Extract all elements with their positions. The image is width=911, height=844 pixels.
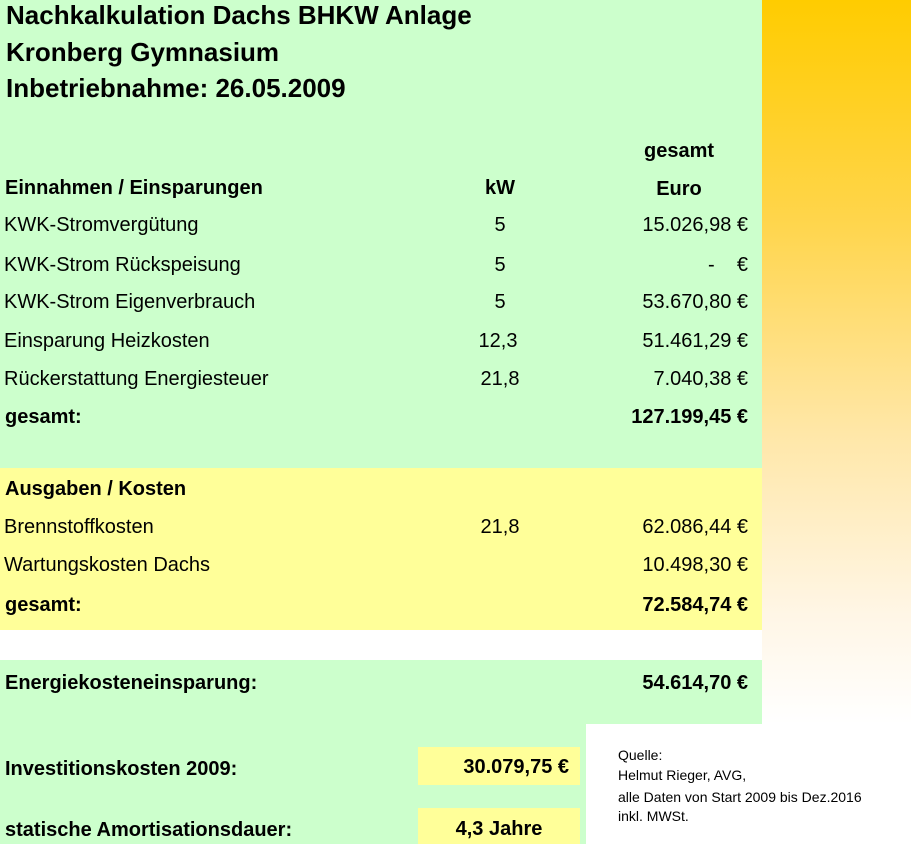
source-note-line-2: Helmut Rieger, AVG, [618, 767, 747, 783]
income-row-kw: 12,3 [478, 330, 518, 352]
page-title-line-1: Nachkalkulation Dachs BHKW Anlage [6, 0, 472, 30]
cost-row-label: Brennstoffkosten [4, 516, 154, 538]
income-row-label: Rückerstattung Energiesteuer [4, 368, 269, 390]
savings-value: 54.614,70 € [642, 672, 748, 694]
page-title-line-2: Kronberg Gymnasium [6, 37, 280, 67]
source-note-line-3: alle Daten von Start 2009 bis Dez.2016 [618, 789, 862, 805]
income-row-kw: 5 [494, 254, 506, 276]
cost-row-euro: 62.086,44 € [642, 516, 748, 538]
costs-total-value: 72.584,74 € [642, 594, 748, 616]
income-row-euro: - € [707, 254, 748, 276]
income-row-label: KWK-Strom Eigenverbrauch [4, 291, 256, 313]
source-note-line-4: inkl. MWSt. [618, 808, 689, 824]
decorative-gradient-bar [762, 0, 911, 724]
savings-label: Energiekosteneinsparung: [5, 672, 258, 694]
amortization-label: statische Amortisationsdauer: [5, 819, 293, 841]
section-heading-income: Einnahmen / Einsparungen [5, 177, 263, 199]
income-row-kw: 5 [494, 291, 506, 313]
income-row-euro: 15.026,98 € [642, 214, 748, 236]
income-row-euro: 7.040,38 € [653, 368, 748, 390]
income-row-kw: 5 [494, 214, 506, 236]
income-row-label: KWK-Strom Rückspeisung [4, 254, 241, 276]
source-note-line-1: Quelle: [618, 747, 663, 763]
column-header-gesamt: gesamt [643, 140, 715, 162]
income-row-label: KWK-Stromvergütung [4, 214, 199, 236]
cost-row-euro: 10.498,30 € [642, 554, 748, 576]
income-row-label: Einsparung Heizkosten [4, 330, 210, 352]
investment-label: Investitionskosten 2009: [5, 758, 238, 780]
column-header-kw: kW [485, 177, 515, 199]
cost-row-kw: 21,8 [480, 516, 520, 538]
income-row-euro: 53.670,80 € [642, 291, 748, 313]
cost-row-label: Wartungskosten Dachs [4, 554, 211, 576]
page-title-line-3: Inbetriebnahme: 26.05.2009 [6, 73, 346, 103]
income-total-value: 127.199,45 € [631, 406, 748, 428]
amortization-value: 4,3 Jahre [455, 818, 543, 840]
income-row-euro: 51.461,29 € [642, 330, 748, 352]
costs-total-label: gesamt: [5, 594, 82, 616]
income-row-kw: 21,8 [480, 368, 520, 390]
section-heading-costs: Ausgaben / Kosten [5, 478, 187, 500]
column-header-euro: Euro [656, 178, 702, 200]
income-total-label: gesamt: [5, 406, 82, 428]
investment-value: 30.079,75 € [463, 756, 569, 778]
